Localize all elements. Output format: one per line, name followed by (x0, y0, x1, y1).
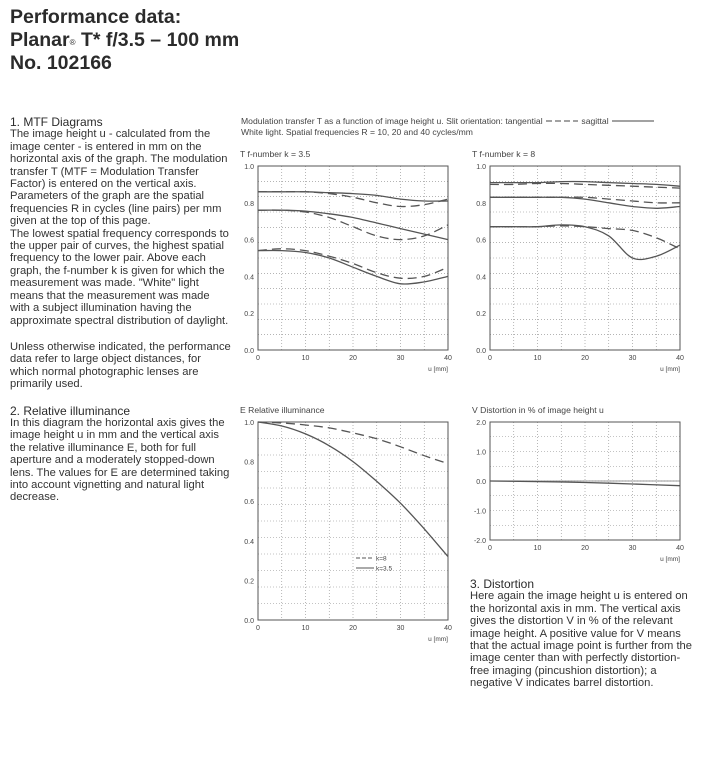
y-tick-label: -1.0 (473, 508, 486, 516)
x-tick-label: 40 (676, 355, 684, 362)
x-tick-label: 40 (444, 625, 452, 632)
distortion-section (470, 578, 694, 690)
y-tick-label: 0.0 (244, 618, 254, 625)
y-tick-label: 0.0 (476, 479, 486, 486)
title-line-1: Performance data: (10, 6, 182, 28)
mtf-heading: 1. MTF Diagrams (10, 115, 103, 129)
x-tick-label: 10 (533, 545, 542, 552)
x-tick-label: 0 (256, 355, 260, 362)
sagittal-line-sample (611, 118, 655, 124)
y-tick-label: 0.6 (244, 499, 254, 507)
x-axis-label: u [mm] (428, 636, 448, 643)
x-tick-label: 10 (301, 355, 310, 362)
x-tick-label: 40 (676, 545, 684, 552)
y-tick-label: 1.0 (476, 449, 486, 457)
y-tick-label: 2.0 (476, 420, 486, 427)
distortion-paragraph: Here again the image height u is entered on the horizontal axis in mm. The vertical axis gives the distortion V in % of the relevant image height. A positive value for V means that the actual image point is further from the image center than with perfectly distortion-free imaging (pincushion distortion); a negative V indicates barrel distortion. (470, 590, 693, 690)
mtf-legend (241, 116, 655, 138)
x-tick-label: 40 (444, 355, 452, 362)
series-line (258, 250, 448, 284)
x-tick-label: 20 (581, 545, 589, 552)
x-tick-label: 10 (301, 625, 310, 632)
legend-label: k=3.5 (376, 565, 393, 573)
mtf-chart-k3-5 (236, 146, 468, 378)
y-tick-label: 1.0 (244, 164, 254, 171)
illuminance-legend (356, 556, 392, 573)
y-tick-label: 0.8 (244, 200, 254, 208)
chart-title: E Relative illuminance (240, 405, 325, 415)
x-axis-label: u [mm] (428, 366, 448, 373)
x-tick-label: 30 (628, 545, 637, 552)
y-tick-label: 0.2 (476, 311, 486, 319)
y-tick-label: 0.8 (476, 200, 486, 208)
mtf-chart-k8 (468, 146, 698, 378)
x-tick-label: 0 (488, 355, 492, 362)
legend-line-2: White light. Spatial frequencies R = 10, 20 and 40 cycles/mm (241, 127, 473, 137)
y-tick-label: 0.2 (244, 311, 254, 319)
lens-spec: T* f/3.5 – 100 mm (75, 29, 240, 51)
chart-title: T f-number k = 8 (472, 149, 536, 159)
legend-line-1 (241, 116, 655, 127)
x-tick-label: 0 (488, 545, 492, 552)
y-tick-label: 0.0 (244, 348, 254, 355)
x-tick-label: 20 (581, 355, 589, 362)
chart-title: V Distortion in % of image height u (472, 405, 604, 415)
y-tick-label: 0.4 (244, 538, 254, 546)
lens-name: Planar (10, 29, 70, 51)
series-line (490, 481, 680, 486)
distortion-heading: 3. Distortion (470, 577, 535, 591)
page-title (10, 6, 239, 75)
registered-mark: ® (69, 38, 76, 47)
x-tick-label: 0 (256, 625, 260, 632)
relative-illuminance-chart (236, 402, 468, 656)
mtf-paragraph-2: The lowest spatial frequency corresponds to the upper pair of curves, the highest spatial frequency to the lower pair. Above each graph, the f-number k is given for which the measurement was made. "White" light means that the measurement was made with a subject illumination having the approximate spectral distribution of daylight. (10, 227, 229, 327)
title-line-3: No. 102166 (10, 52, 112, 74)
y-tick-label: 0.4 (244, 274, 254, 282)
y-tick-label: 0.2 (244, 578, 254, 586)
x-tick-label: 30 (628, 355, 637, 362)
series-line (490, 225, 680, 260)
x-tick-label: 30 (396, 625, 405, 632)
y-tick-label: 0.8 (244, 459, 254, 467)
y-tick-label: -2.0 (473, 538, 486, 545)
x-axis-label: u [mm] (660, 366, 680, 373)
left-column (10, 116, 232, 504)
y-tick-label: 1.0 (244, 420, 254, 427)
legend-label: k=8 (376, 555, 387, 563)
mtf-paragraph-1: The image height u - calculated from the image center - is entered in mm on the horizontal axis of the graph. The modulation transfer T (MTF = Modulation Transfer Factor) is entered on the vertical axis. Parameters of the graph are the spatial frequencies R in cycles (line pairs) per mm given at the top of this page. (10, 128, 228, 228)
illuminance-heading: 2. Relative illuminance (10, 403, 131, 418)
y-tick-label: 0.0 (476, 348, 486, 355)
x-tick-label: 20 (349, 355, 357, 362)
x-axis-label: u [mm] (660, 556, 680, 563)
tangential-dash-sample (545, 118, 579, 124)
x-tick-label: 10 (533, 355, 542, 362)
title-line-2 (10, 29, 239, 52)
y-tick-label: 1.0 (476, 164, 486, 171)
legend-text-sagittal: sagittal (581, 116, 609, 126)
y-tick-label: 0.6 (244, 237, 254, 245)
legend-text-tangential: Modulation transfer T as a function of image height u. Slit orientation: tangential (241, 116, 543, 126)
chart-title: T f-number k = 3.5 (240, 149, 311, 159)
x-tick-label: 20 (349, 625, 357, 632)
mtf-paragraph-3: Unless otherwise indicated, the performance data refer to large object distances, for which normal photographic lenses are primarily used. (10, 340, 231, 391)
y-tick-label: 0.4 (476, 274, 486, 282)
y-tick-label: 0.6 (476, 237, 486, 245)
distortion-chart (468, 402, 698, 572)
x-tick-label: 30 (396, 355, 405, 362)
grid (258, 422, 448, 620)
illuminance-paragraph: In this diagram the horizontal axis gives the image height u in mm and the vertical axis the relative illuminance E, both for full aperture and a moderately stopped-down lens. The values for E are determined taking into account vignetting and natural light decrease. (10, 416, 230, 504)
